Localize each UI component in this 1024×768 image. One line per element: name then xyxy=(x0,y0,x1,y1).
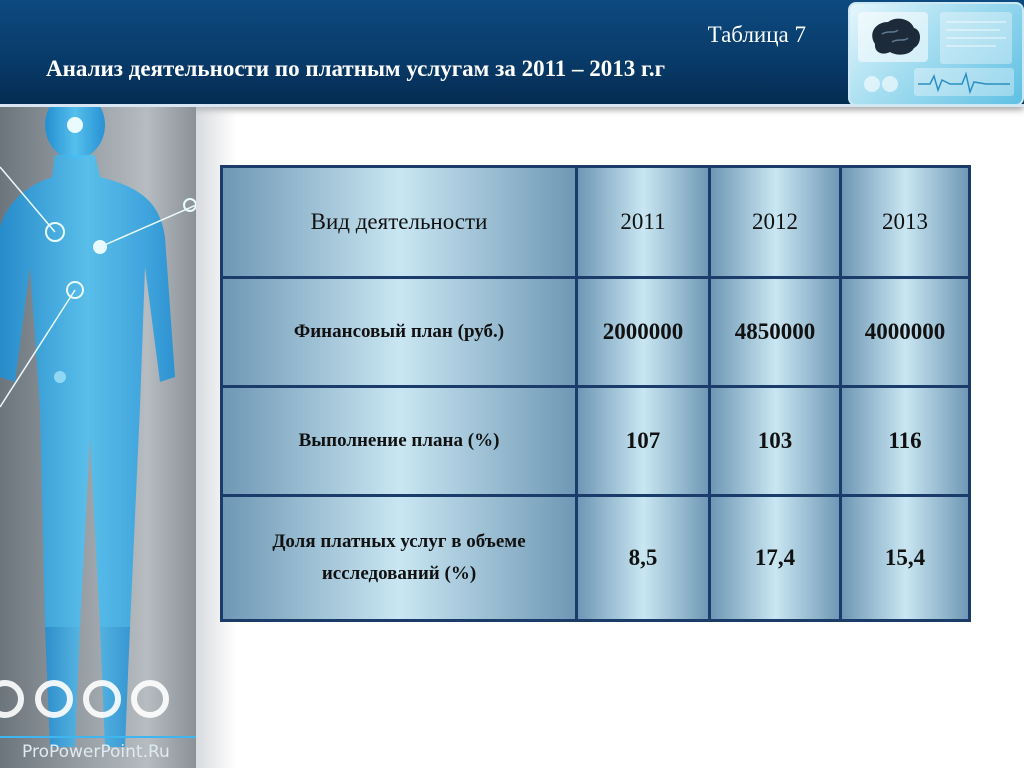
value-cell: 4000000 xyxy=(841,278,970,387)
value-cell: 103 xyxy=(710,387,841,496)
brain-scan-image xyxy=(848,2,1024,106)
paid-services-table xyxy=(220,165,971,622)
body-illustration xyxy=(0,107,196,768)
value-cell: 116 xyxy=(841,387,970,496)
header-cell-2011: 2011 xyxy=(577,167,710,278)
watermark-text: ProPowerPoint.Ru xyxy=(22,742,170,762)
value-cell: 8,5 xyxy=(577,496,710,621)
human-body-icon xyxy=(0,107,196,768)
table-row xyxy=(222,496,970,621)
table-caption: Таблица 7 xyxy=(707,22,806,47)
row-label-paid-share: Доля платных услуг в объеме исследований (%) xyxy=(222,496,577,621)
value-cell: 107 xyxy=(577,387,710,496)
table-header-row xyxy=(222,167,970,278)
value-cell: 2000000 xyxy=(577,278,710,387)
value-cell: 15,4 xyxy=(841,496,970,621)
row-label-plan-execution: Выполнение плана (%) xyxy=(222,387,577,496)
header-cell-2013: 2013 xyxy=(841,167,970,278)
header-cell-activity: Вид деятельности xyxy=(222,167,577,278)
table-row xyxy=(222,387,970,496)
value-cell: 4850000 xyxy=(710,278,841,387)
value-cell: 17,4 xyxy=(710,496,841,621)
table-row xyxy=(222,278,970,387)
header-cell-2012: 2012 xyxy=(710,167,841,278)
brain-icon xyxy=(850,4,1022,104)
slide-title: Анализ деятельности по платным услугам за 2011 – 2013 г.г xyxy=(46,56,666,81)
row-label-financial-plan: Финансовый план (руб.) xyxy=(222,278,577,387)
